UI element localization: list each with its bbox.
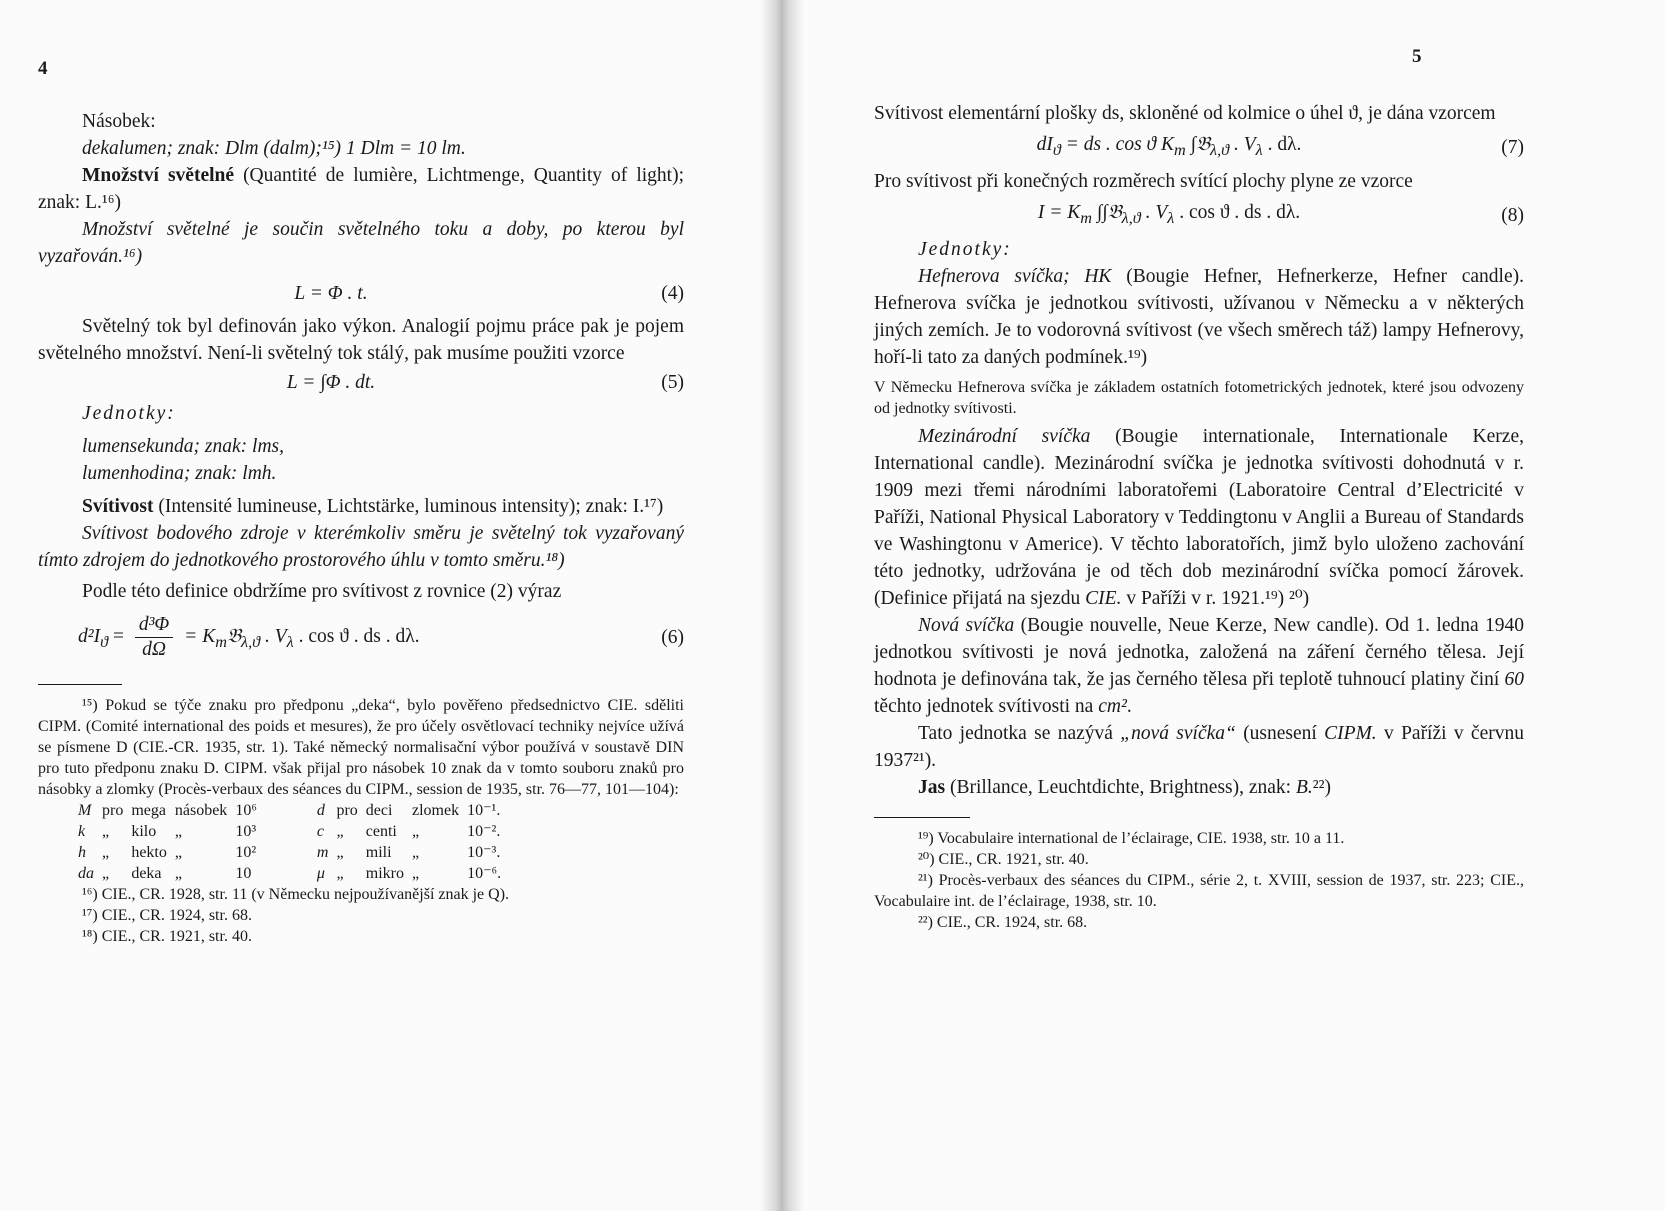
prefix-cell: da bbox=[78, 865, 94, 882]
eq7-a: dI bbox=[1036, 134, 1053, 155]
eq7-c: ∫𝔅 bbox=[1185, 134, 1211, 155]
equation-7 bbox=[874, 131, 1524, 164]
nova-rest: (Bougie nouvelle, Neue Kerze, New candle). Od 1. ledna 1940 jednotkou svítivosti je nová jednotka, založená na záření černého tělesa. Její hodnota je definována tak, že jas černého tělesa při teplotě tuhnoucí platiny činí bbox=[874, 614, 1524, 690]
term-hefner: Hefnerova svíčka; HK bbox=[918, 265, 1112, 287]
prefix-cell: „ bbox=[336, 865, 344, 882]
eq8-a-sub: m bbox=[1080, 208, 1093, 227]
units-heading: Jednotky: bbox=[918, 238, 1012, 260]
eq6-rhs4: . cos ϑ . ds . dλ. bbox=[293, 625, 420, 647]
mezinarodni-cie: CIE. bbox=[1085, 587, 1122, 609]
footnote-19: ¹⁹) Vocabulaire international de l’éclairage, CIE. 1938, str. 10 a 11. bbox=[918, 829, 1345, 847]
unit-lumensekunda: lumensekunda; znak: lms, bbox=[82, 436, 284, 457]
prefix-cell: mili bbox=[365, 844, 392, 861]
prefix-cell: mikro bbox=[365, 865, 404, 882]
prefix-cell: 10⁻². bbox=[467, 823, 501, 840]
equation-5-number: (5) bbox=[661, 372, 684, 393]
footnote-rule bbox=[38, 684, 122, 685]
prefix-cell: „ bbox=[102, 823, 110, 840]
footnote-15: ¹⁵) Pokud se týče znaku pro předponu „deka“, bylo pověřeno předsednictvo CIE. sděliti CIPM. (Comité international des poids et mesures), že pro účely osvětlovací techniky nejvíce užívá se písmene D (CIE.-CR. 1935, str. 1). Také německý normalisační výbor používá v soustavě DIN pro tuto předponu znaku D. CIPM. však přijal pro násobek 10 znak da v tomto souboru znaků pro násobky a zlomky (Procès-verbaux des séances du CIPM., session de 1935, str. 76—77, 101—104): bbox=[38, 697, 684, 798]
prefix-cell: násobek bbox=[174, 802, 228, 819]
footnote-17: ¹⁷) CIE., CR. 1924, str. 68. bbox=[82, 907, 252, 924]
jas-footnote-ref: ²²) bbox=[1312, 776, 1331, 798]
prefix-cell: h bbox=[78, 844, 86, 861]
prefix-cell: „ bbox=[412, 844, 420, 861]
unit-lumenhodina: lumenhodina; znak: lmh. bbox=[82, 463, 277, 484]
eq6-rhs3: . V bbox=[260, 625, 287, 647]
eq7-d: . V bbox=[1229, 134, 1256, 155]
prefix-cell: 10 bbox=[235, 865, 252, 882]
left-footnotes bbox=[38, 695, 684, 947]
eq6-equals: = bbox=[112, 625, 124, 647]
units-heading: Jednotky: bbox=[82, 403, 176, 424]
nova-dot: . bbox=[1126, 695, 1132, 717]
tato-end: v Paříži v červnu 1937²¹). bbox=[874, 722, 1524, 771]
eq6-numerator: d³Φ bbox=[135, 613, 173, 638]
prefix-cell: „ bbox=[174, 844, 182, 861]
equation-8 bbox=[874, 199, 1524, 232]
mnozstvi-definition: Množství světelné je součin světelného toku a doby, po kterou byl vyzařován.¹⁶) bbox=[38, 219, 684, 267]
footnote-22: ²²) CIE., CR. 1924, str. 68. bbox=[918, 913, 1088, 931]
prefix-cell: deci bbox=[365, 802, 393, 819]
mezinarodni-paragraph bbox=[874, 423, 1524, 612]
svitivost-rest: (Intensité lumineuse, Lichtstärke, luminous intensity); znak: I.¹⁷) bbox=[153, 496, 664, 517]
left-text-column bbox=[38, 108, 684, 947]
prefix-cell: pro bbox=[102, 802, 124, 819]
prefix-cell: „ bbox=[336, 844, 344, 861]
footnote-16: ¹⁶) CIE., CR. 1928, str. 11 (v Německu nejpoužívanější znak je Q). bbox=[82, 886, 510, 903]
prefix-cell: „ bbox=[102, 865, 110, 882]
nova-60: 60 bbox=[1504, 668, 1524, 690]
prefix-cell: 10² bbox=[235, 844, 257, 861]
jas-symbol: B. bbox=[1295, 776, 1313, 798]
eq6-denominator: dΩ bbox=[142, 639, 166, 660]
mezinarodni-end: v Paříži v r. 1921.¹⁹) ²⁰) bbox=[1121, 587, 1310, 609]
hefner-paragraph bbox=[874, 263, 1524, 371]
term-mnozstvi: Množství světelné bbox=[82, 165, 235, 186]
prefix-row bbox=[78, 800, 509, 821]
term-nova: Nová svíčka bbox=[918, 614, 1015, 636]
jas-rest: (Brillance, Leuchtdichte, Brightness), znak: bbox=[945, 776, 1296, 798]
eq8-c-sub: λ bbox=[1167, 208, 1175, 227]
tok-paragraph: Světelný tok byl definován jako výkon. Analogií pojmu práce pak je pojem světelného množství. Není-li světelný tok stálý, pak musíme použiti vzorce bbox=[38, 316, 684, 364]
nova-cm: cm² bbox=[1098, 695, 1127, 717]
prefix-cell: kilo bbox=[131, 823, 157, 840]
prefix-cell: μ bbox=[316, 865, 325, 882]
prefix-cell: 10³ bbox=[235, 823, 257, 840]
hefner-rest: (Bougie Hefner, Hefnerkerze, Hefner candle). Hefnerova svíčka je jednotkou svítivosti, užívanou v Německu a v některých jiných zemích. Je to vodorovná svítivost (ve všech směrech táž) lampy Hefnerovy, hoří-li tato za daných podmínek.¹⁹) bbox=[874, 265, 1524, 368]
page-number: 4 bbox=[38, 58, 48, 79]
right-footnotes bbox=[874, 828, 1524, 933]
prefix-row bbox=[78, 821, 509, 842]
prefix-cell: „ bbox=[412, 823, 420, 840]
eq6-rhs3-sub: λ bbox=[286, 632, 294, 651]
footnote-18: ¹⁸) CIE., CR. 1921, str. 40. bbox=[82, 928, 252, 945]
equation-6 bbox=[38, 613, 684, 662]
eq8-b-sub: λ,ϑ bbox=[1121, 208, 1141, 227]
para-8: Pro svítivost při konečných rozměrech svítící plochy plyne ze vzorce bbox=[874, 170, 1413, 192]
multiple-heading: Násobek: bbox=[82, 111, 156, 132]
prefix-row bbox=[78, 842, 509, 863]
prefix-cell: 10⁻¹. bbox=[467, 802, 501, 819]
nova-end: těchto jednotek svítivosti na bbox=[874, 695, 1099, 717]
prefix-cell: „ bbox=[174, 823, 182, 840]
prefix-row bbox=[78, 863, 509, 884]
page-number: 5 bbox=[1412, 46, 1422, 67]
book-gutter bbox=[760, 0, 804, 1211]
hefner-small-note: V Německu Hefnerova svíčka je základem ostatních fotometrických jednotek, které jsou odvozeny od jednotky svítivosti. bbox=[874, 378, 1524, 417]
prefix-cell: M bbox=[78, 802, 92, 819]
footnote-21: ²¹) Procès-verbaux des séances du CIPM., série 2, t. XVIII, session de 1937, str. 223; CIE., Vocabulaire int. de l’éclairage, 1938, str. 10. bbox=[874, 871, 1524, 910]
eq6-rhs: = K bbox=[184, 625, 216, 647]
eq7-e: . dλ. bbox=[1262, 134, 1302, 155]
prefix-cell: „ bbox=[174, 865, 182, 882]
eq7-b-sub: m bbox=[1174, 140, 1186, 159]
prefix-cell: zlomek bbox=[412, 802, 460, 819]
prefix-cell: 10⁻⁶. bbox=[467, 865, 502, 882]
eq6-rhs2: 𝔅 bbox=[226, 625, 242, 647]
prefix-cell: „ bbox=[102, 844, 110, 861]
prefix-cell: „ bbox=[336, 823, 344, 840]
prefix-cell: d bbox=[316, 802, 325, 819]
jas-paragraph bbox=[874, 774, 1524, 801]
equation-4-formula: L = Φ . t. bbox=[294, 283, 368, 304]
intro-paragraph: Svítivost elementární plošky ds, skloněné od kolmice o úhel ϑ, je dána vzorcem bbox=[874, 103, 1496, 124]
prefix-cell: centi bbox=[365, 823, 397, 840]
svitivost-definition: Svítivost bodového zdroje v kterémkoliv směru je světelný tok vyzařovaný tímto zdrojem do jednotkového prostorového úhlu v tomto směru.¹⁸) bbox=[38, 523, 684, 571]
footnote-20: ²⁰) CIE., CR. 1921, str. 40. bbox=[918, 850, 1089, 868]
tato-start: Tato jednotka se nazývá bbox=[918, 722, 1121, 744]
right-page bbox=[782, 0, 1665, 1211]
eq8-d: . cos ϑ . ds . dλ. bbox=[1174, 201, 1301, 223]
eq6-rhs-sub: m bbox=[215, 632, 227, 651]
prefix-cell: c bbox=[316, 823, 324, 840]
eq7-d-sub: λ bbox=[1255, 140, 1263, 159]
equation-6-number: (6) bbox=[661, 627, 684, 648]
equation-5-formula: L = ∫Φ . dt. bbox=[286, 372, 376, 393]
svitivost-paragraph bbox=[38, 493, 684, 520]
nova-paragraph bbox=[874, 612, 1524, 720]
dekalumen-line: dekalumen; znak: Dlm (dalm);¹⁵) 1 Dlm = 10 lm. bbox=[82, 138, 466, 159]
equation-8-formula bbox=[874, 199, 1464, 232]
right-text-column bbox=[874, 100, 1524, 933]
tato-cipm: CIPM. bbox=[1324, 722, 1377, 744]
prefix-cell: pro bbox=[336, 802, 358, 819]
eq7-a-sub: ϑ bbox=[1052, 140, 1061, 159]
mezinarodni-rest: (Bougie internationale, Internationale Kerze, International candle). Mezinárodní svíčka je jednotka svítivosti dohodnutá v r. 1909 mezi třemi národními laboratořemi (Laboratoire Central d’Electricité v Paříži, National Physical Laboratory v Teddingtonu v Anglii a Bureau of Standards ve Washingtonu v Americe). V těchto laboratořích, jimž bylo uloženo zachování této jednotky, udržována je od těch dob mezinárodní svíčka pomocí žárovek. (Definice přijatá na sjezdu bbox=[874, 425, 1524, 609]
prefix-cell: deka bbox=[131, 865, 162, 882]
prefix-cell: mega bbox=[131, 802, 166, 819]
podle-paragraph: Podle této definice obdržíme pro svítivost z rovnice (2) výraz bbox=[82, 581, 562, 602]
term-jas: Jas bbox=[918, 776, 946, 798]
prefix-cell: 10⁻³. bbox=[467, 844, 501, 861]
eq7-c-sub: λ,ϑ bbox=[1210, 140, 1230, 159]
mnozstvi-paragraph bbox=[38, 162, 684, 216]
eq8-c: . V bbox=[1140, 201, 1168, 223]
equation-5 bbox=[38, 369, 684, 396]
equation-7-number: (7) bbox=[1501, 136, 1524, 158]
prefix-table bbox=[78, 800, 509, 884]
eq8-a: I = K bbox=[1037, 201, 1081, 223]
left-page bbox=[0, 0, 780, 1211]
term-svitivost: Svítivost bbox=[82, 496, 154, 517]
eq6-lhs-sub: ϑ bbox=[100, 632, 109, 651]
equation-7-formula bbox=[874, 131, 1464, 164]
eq8-b: ∫∫𝔅 bbox=[1092, 201, 1122, 223]
equation-6-formula bbox=[38, 613, 624, 662]
prefix-cell: m bbox=[316, 844, 329, 861]
term-mezinarodni: Mezinárodní svíčka bbox=[918, 425, 1091, 447]
equation-8-number: (8) bbox=[1501, 204, 1524, 226]
tato-quote: „nová svíčka“ bbox=[1120, 722, 1236, 744]
footnote-rule bbox=[874, 817, 970, 818]
eq6-rhs2-sub: λ,ϑ bbox=[241, 632, 261, 651]
eq6-fraction bbox=[135, 613, 173, 662]
prefix-cell: hekto bbox=[131, 844, 167, 861]
equation-4 bbox=[38, 280, 684, 307]
prefix-cell: „ bbox=[412, 865, 420, 882]
equation-4-number: (4) bbox=[661, 283, 684, 304]
eq6-lhs: d²I bbox=[78, 625, 101, 647]
prefix-cell: k bbox=[78, 823, 86, 840]
prefix-cell: 10⁶ bbox=[235, 802, 257, 819]
eq7-b: = ds . cos ϑ K bbox=[1060, 134, 1174, 155]
mnozstvi-rest: (Quantité de lumière, Lichtmenge, Quantity of light); znak: L.¹⁶) bbox=[38, 165, 684, 213]
tato-mid: (usnesení bbox=[1235, 722, 1325, 744]
tato-paragraph bbox=[874, 720, 1524, 774]
